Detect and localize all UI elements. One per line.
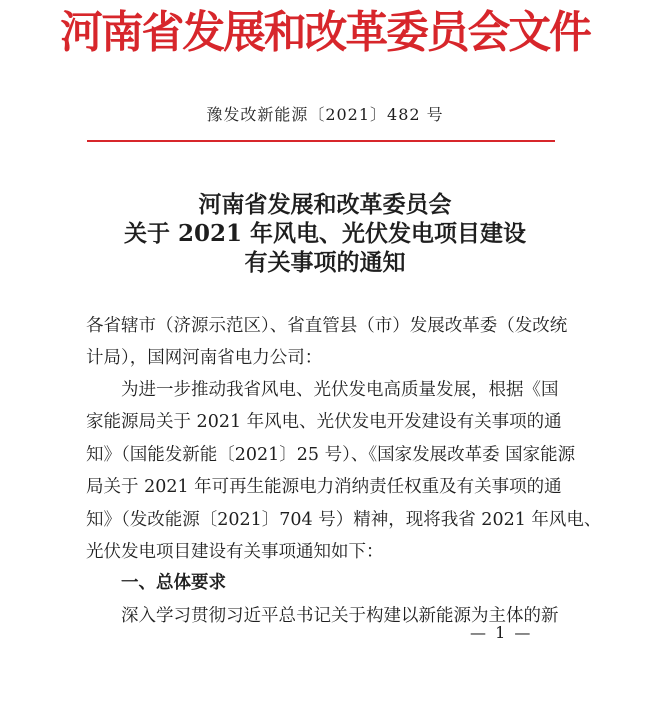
text-line: 各省辖市（济源示范区）、省直管县（市）发展改革委（发改统 [86, 316, 568, 336]
notice-title-line: 有关事项的通知 [244, 249, 406, 276]
text-line: 为进一步推动我省风电、光伏发电高质量发展，根据《国 [121, 380, 559, 400]
text-line: 光伏发电项目建设有关事项通知如下： [86, 542, 384, 563]
text-line: 局关于 2021 年可再生能源电力消纳责任权重及有关事项的通 [86, 477, 562, 498]
notice-title-line: 河南省发展和改革委员会 [198, 191, 452, 218]
recipients-paragraph [86, 310, 566, 375]
page-number: — 1 — [470, 623, 533, 642]
document-header-title: 河南省发展和改革委员会文件 [60, 7, 590, 58]
text-line: 知》（发改能源〔2021〕704 号）精神，现将我省 2021 年风电、 [86, 509, 602, 530]
notice-title [0, 190, 650, 277]
text-line: 深入学习贯彻习近平总书记关于构建以新能源为主体的新 [121, 606, 559, 626]
notice-title-line: 关于 2021 年风电、光伏发电项目建设 [123, 220, 527, 247]
section-heading [86, 567, 566, 599]
body-paragraph-intro [86, 374, 602, 568]
red-divider-line [87, 140, 555, 142]
section-heading-text: 一、总体要求 [121, 573, 226, 593]
text-line: 知》（国能发新能〔2021〕25 号）、《国家发展改革委 国家能源 [86, 444, 576, 465]
text-line: 计局），国网河南省电力公司： [86, 348, 323, 369]
text-line: 家能源局关于 2021 年风电、光伏发电开发建设有关事项的通 [86, 412, 562, 433]
document-number: 豫发改新能源〔2021〕482 号 [206, 105, 444, 124]
